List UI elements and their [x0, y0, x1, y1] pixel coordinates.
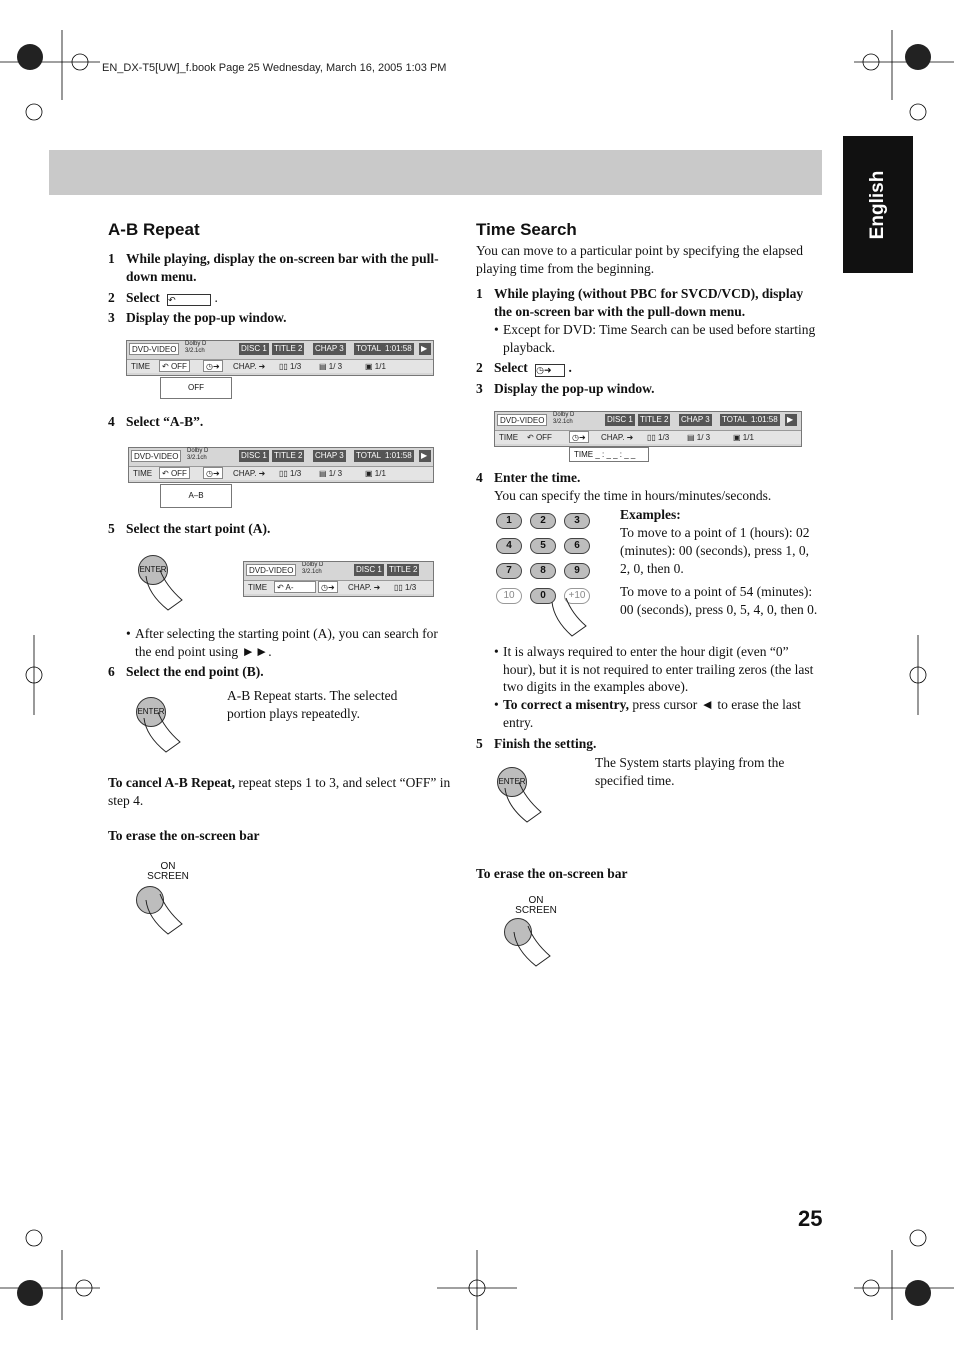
key-0: 0 [530, 588, 556, 604]
ab-step-1: 1 While playing, display the on-screen bar with the pull-down menu. [108, 251, 439, 284]
page-number: 25 [798, 1206, 823, 1231]
finger-icon [499, 778, 549, 828]
key-7: 7 [496, 563, 522, 579]
ab-erase-heading: To erase the on-screen bar [108, 828, 260, 843]
popup-off: OFF [160, 377, 232, 399]
onscreen-label: ON SCREEN [147, 861, 189, 882]
key-4: 4 [496, 538, 522, 554]
ab-step-4: 4 Select “A-B”. [108, 414, 204, 429]
enter-button-2: ENTER [136, 697, 166, 727]
finger-icon [140, 566, 190, 616]
onscreen-bar-3: DVD-VIDEO Dolby D 3/2.1ch DISC 1 TITLE 2 TIME ↶ A- ◷➜ CHAP. ➜ ▯▯ 1/3 [243, 561, 434, 597]
ab-step-6: 6 Select the end point (B). [108, 664, 264, 679]
finger-icon [548, 598, 594, 640]
examples-heading: Examples: [620, 507, 681, 522]
key-6: 6 [564, 538, 590, 554]
key-1: 1 [496, 513, 522, 529]
ts-step-2: 2 Select ◷➜ . [476, 360, 572, 375]
ts-intro: You can move to a particular point by specifying the elapsed playing time from the beginning. [476, 243, 804, 276]
key-9: 9 [564, 563, 590, 579]
key-plus10: +10 [564, 588, 590, 604]
ab-cancel-note: To cancel A-B Repeat, repeat steps 1 to 3, and select “OFF” in step 4. [108, 775, 451, 808]
file-header: EN_DX-T5[UW]_f.book Page 25 Wednesday, March 16, 2005 1:03 PM [102, 62, 447, 74]
ts-step-1: 1 While playing (without PBC for SVCD/VCD), display the on-screen bar with the pull-down menu. [476, 286, 804, 319]
example-1: To move to a point of 1 (hours): 02 (minutes): 00 (seconds), press 1, 0, 2, 0, then 0. [620, 525, 810, 576]
key-3: 3 [564, 513, 590, 529]
enter-button: ENTER [138, 555, 168, 585]
ts-bullet-2: • To correct a misentry, press cursor ◄ to erase the last entry. [494, 697, 801, 730]
ts-step-3: 3 Display the pop-up window. [476, 381, 655, 396]
onscreen-bar-2: DVD-VIDEO Dolby D 3/2.1ch DISC 1 TITLE 2 CHAP 3 TOTAL 1:01:58 ▶ TIME ↶ OFF ◷➜ CHAP. ➜ ▯▯ 1/3 ▤ 1/ 3 ▣ 1/1 [128, 447, 434, 483]
ts-step-4: 4 Enter the time. [476, 470, 581, 485]
section-banner [49, 150, 822, 195]
finger-icon [138, 708, 188, 758]
popup-time: TIME _ : _ _ : _ _ [569, 447, 649, 462]
ts-bullet-1: • It is always required to enter the hour digit (even “0” hour), but it is not required to enter trailing zeros (the last two digits in the examples above). [494, 644, 814, 694]
onscreen-bar-4: DVD-VIDEO Dolby D 3/2.1ch DISC 1 TITLE 2 CHAP 3 TOTAL 1:01:58 ▶ TIME ↶ OFF ◷➜ CHAP. ➜ ▯▯ 1/3 ▤ 1/ 3 ▣ 1/1 [494, 411, 802, 447]
key-8: 8 [530, 563, 556, 579]
finger-icon [140, 892, 190, 938]
time-search-title: Time Search [476, 220, 577, 239]
ts-step-5-note: The System starts playing from the specified time. [595, 755, 785, 788]
key-5: 5 [530, 538, 556, 554]
ts-step-5: 5 Finish the setting. [476, 736, 597, 751]
ab-step-5-note: • After selecting the starting point (A), you can search for the end point using ►►. [126, 626, 438, 659]
ab-step-3: 3 Display the pop-up window. [108, 310, 287, 325]
ts-step-1-note: • Except for DVD: Time Search can be used before starting playback. [494, 322, 816, 355]
example-2: To move to a point of 54 (minutes): 00 (seconds), press 0, 5, 4, 0, then 0. [620, 584, 818, 617]
language-tab: English [843, 136, 913, 273]
finger-icon [508, 924, 558, 970]
ts-erase-heading: To erase the on-screen bar [476, 866, 628, 881]
ab-step-5: 5 Select the start point (A). [108, 521, 271, 536]
key-2: 2 [530, 513, 556, 529]
key-10: 10 [496, 588, 522, 604]
ab-step-2: 2 Select ↶ . [108, 290, 218, 305]
ab-repeat-title: A-B Repeat [108, 220, 200, 239]
enter-button-3: ENTER [497, 767, 527, 797]
popup-ab: A–B [160, 484, 232, 508]
onscreen-bar-1: DVD-VIDEO Dolby D 3/2.1ch DISC 1 TITLE 2 CHAP 3 TOTAL 1:01:58 ▶ TIME ↶ OFF ◷➜ CHAP. ➜ ▯▯ 1/3 ▤ 1/ 3 ▣ 1/1 [126, 340, 434, 376]
ts-step-4-note: You can specify the time in hours/minutes/seconds. [494, 488, 772, 503]
ab-step-6-note: A-B Repeat starts. The selected portion plays repeatedly. [227, 688, 398, 721]
onscreen-label-2: ON SCREEN [515, 895, 557, 916]
